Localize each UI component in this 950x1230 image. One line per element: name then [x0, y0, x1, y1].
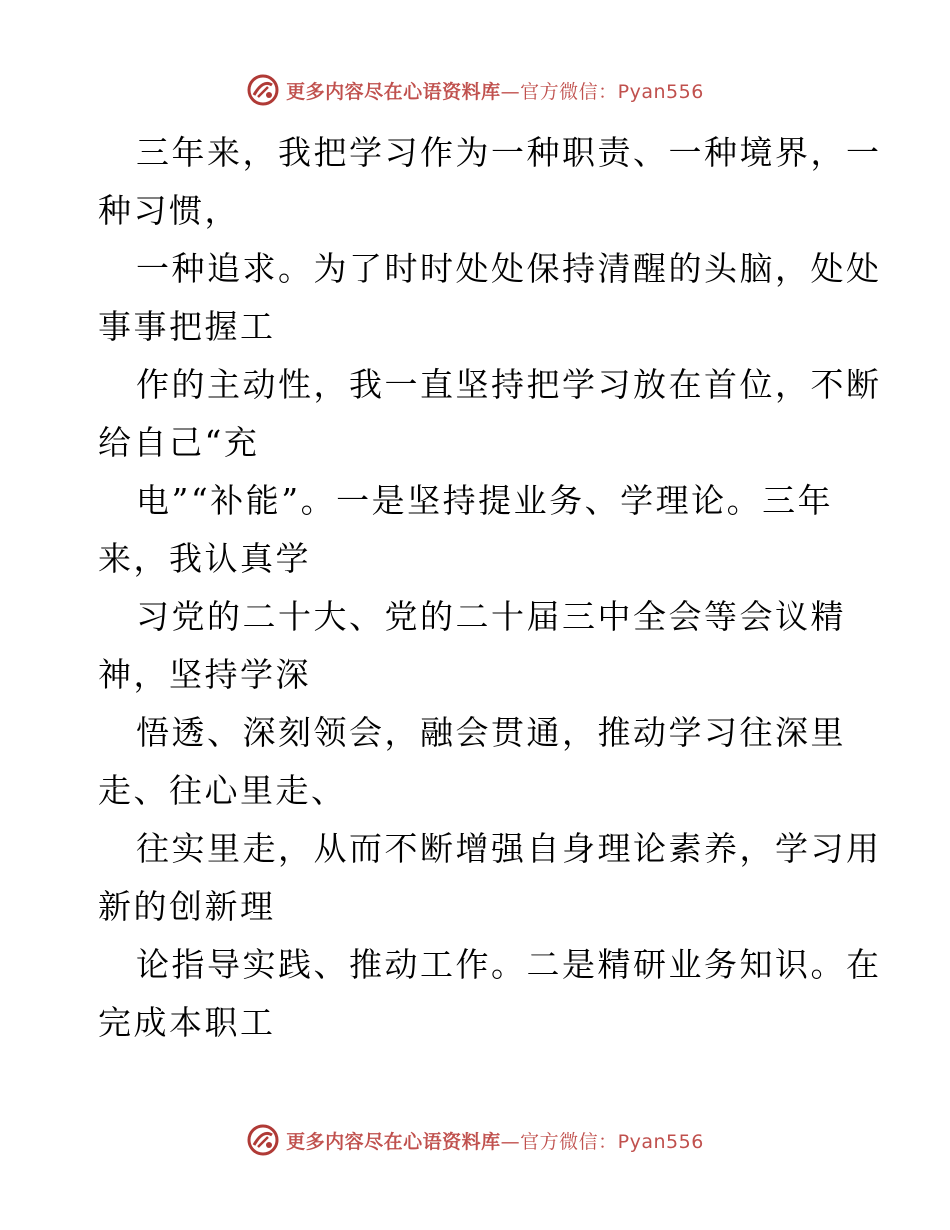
seal-logo-icon — [246, 1123, 280, 1157]
text-line: 悟透、深刻领会，融会贯通，推动学习往深里 — [136, 713, 846, 752]
watermark-text — [286, 1127, 704, 1154]
text-line: 来，我认真学 — [98, 539, 311, 578]
text-line: 作的主动性，我一直坚持把学习放在首位，不断 — [136, 365, 882, 404]
text-line: 三年来，我把学习作为一种职责、一种境界，一 — [136, 133, 882, 172]
text-line: 事事把握工 — [98, 307, 276, 346]
text-line: 给自己“充 — [98, 423, 260, 462]
footer-watermark — [0, 1120, 950, 1160]
document-body — [98, 124, 882, 1052]
header-watermark — [0, 70, 950, 110]
text-line: 一种追求。为了时时处处保持清醒的头脑，处处 — [136, 249, 882, 288]
watermark-text — [286, 77, 704, 104]
text-line: 习党的二十大、党的二十届三中全会等会议精 — [136, 597, 846, 636]
text-line: 往实里走，从而不断增强自身理论素养，学习用 — [136, 829, 882, 868]
watermark-contact: —官方微信：Pyan556 — [500, 1130, 704, 1153]
watermark-contact: —官方微信：Pyan556 — [500, 80, 704, 103]
text-line: 种习惯， — [98, 191, 240, 230]
text-line: 走、往心里走、 — [98, 771, 347, 810]
watermark-main: 更多内容尽在心语资料库 — [286, 80, 501, 103]
watermark-main: 更多内容尽在心语资料库 — [286, 1130, 501, 1153]
seal-logo-icon — [246, 73, 280, 107]
text-line: 论指导实践、推动工作。二是精研业务知识。在 — [136, 945, 882, 984]
text-line: 神，坚持学深 — [98, 655, 311, 694]
text-line: 新的创新理 — [98, 887, 276, 926]
text-line: 完成本职工 — [98, 1003, 276, 1042]
text-line: 电”“补能”。一是坚持提业务、学理论。三年 — [136, 481, 834, 520]
